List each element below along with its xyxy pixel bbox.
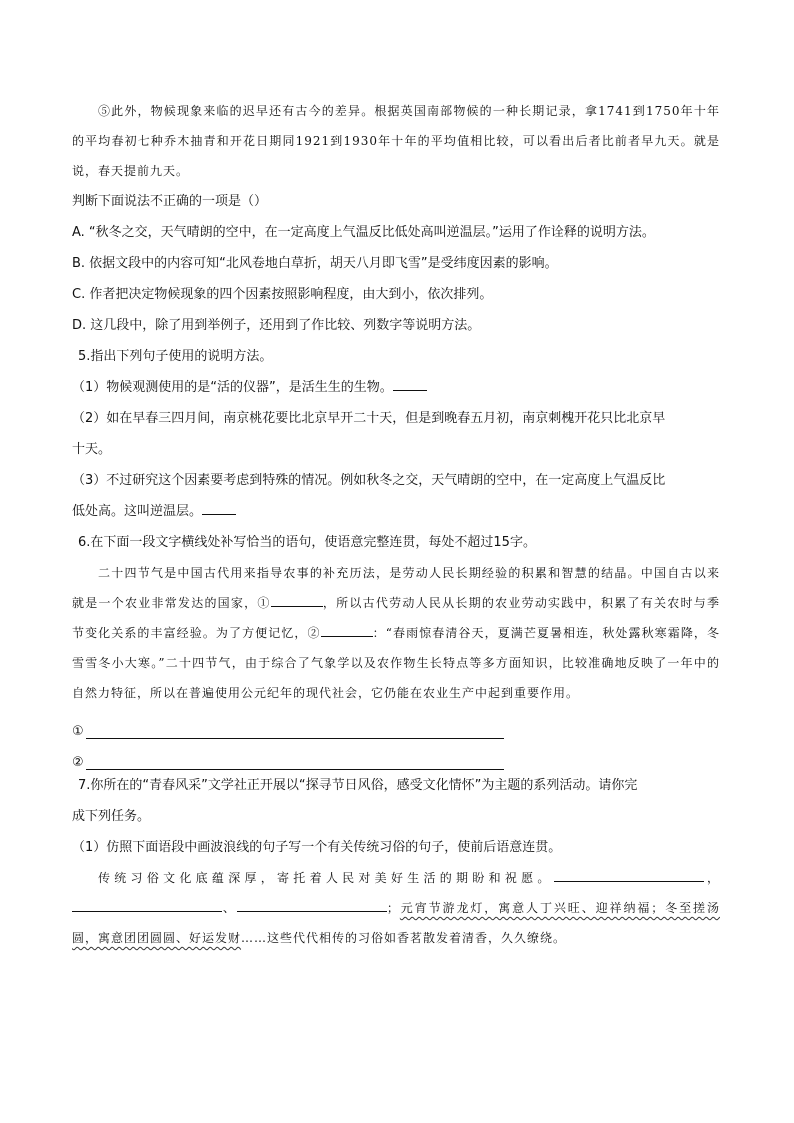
- document-page: [72, 96, 720, 953]
- q6-answer-1-underline[interactable]: [86, 718, 504, 739]
- q7-wavy-sentence: 元宵节游龙灯，寓意人丁兴旺、迎祥纳福；冬至搓汤圆，寓意团团圆圆、好运发财: [72, 901, 720, 945]
- q7-semicolon: ；: [386, 901, 400, 915]
- q4-stem: 判断下面说法不正确的一项是（）: [72, 194, 268, 209]
- q5-item-3-line-2: [72, 496, 720, 527]
- q6-blank-2[interactable]: [321, 622, 373, 637]
- q6-blank-1[interactable]: [271, 592, 323, 607]
- q7-blank-2[interactable]: [72, 897, 222, 912]
- q7-task-1: （1）仿照下面语段中画波浪线的句子写一个有关传统习俗的句子，使前后语意连贯。: [72, 840, 562, 855]
- q7-passage-part-a: 传统习俗文化底蕴深厚，寄托着人民对美好生活的期盼和祝愿。: [98, 871, 554, 885]
- q6-answer-2-underline[interactable]: [86, 749, 504, 770]
- q6-answer-1-label: ①: [72, 724, 84, 739]
- q4-option-b: B. 依据文段中的内容可知“北风卷地白草折，胡天八月即飞雪”是受纬度因素的影响。: [72, 256, 558, 271]
- q5-item-2-line-1: （2）如在早春三四月间，南京桃花要比北京早开二十天，但是到晚春五月初，南京刺槐开花只比北京早: [72, 411, 666, 426]
- q6-answer-line-1[interactable]: [72, 708, 720, 739]
- q7-stem-line-2: 成下列任务。: [72, 809, 151, 824]
- q5-stem: 5.指出下列句子使用的说明方法。: [78, 349, 273, 364]
- q5-item-3-line-1: （3）不过研究这个因素要考虑到特殊的情况。例如秋冬之交，天气晴朗的空中，在一定高度上气温反比: [72, 473, 666, 488]
- q7-passage-end: ……这些代代相传的习俗如香茗散发着清香，久久缭绕。: [241, 931, 567, 945]
- q7-blank-1[interactable]: [554, 867, 704, 882]
- q6-answer-2-label: ②: [72, 755, 84, 770]
- q6-passage: [72, 558, 720, 708]
- q4-option-d: D. 这几段中，除了用到举例子，还用到了作比较、列数字等说明方法。: [72, 318, 481, 333]
- q7-comma: ，: [703, 871, 720, 885]
- q7-blank-3[interactable]: [237, 897, 387, 912]
- q6-answer-line-2[interactable]: [72, 739, 720, 770]
- q6-passage-part-a: 二十四节气是中国古代用来指导农事的补充历法，是劳动人民长期经验的积累和智慧的结晶。中国自古以来就是一个农业非常发达的国家，①: [72, 566, 720, 610]
- q7-dun: 、: [222, 901, 237, 915]
- q5-item-2-line-2: 十天。: [72, 442, 112, 457]
- q6-passage-part-b: ，所以古代劳动人民从长期的农业劳动实践中，积累了有关农时与季节变化关系的丰富经验。为了方便记忆，②: [72, 596, 720, 640]
- q7-stem-line-1: 7.你所在的“青春风采”文学社正开展以“探寻节日风俗，感受文化情怀”为主题的系列活动。请你完: [78, 778, 638, 793]
- passage-paragraph-5: ⑤此外，物候现象来临的迟早还有古今的差异。根据英国南部物候的一种长期记录，拿1741到1750年十年的平均春初七种乔木抽青和开花日期同1921到1930年十年的平均值相比较，可以看出后者比前者早九天。就是说，春天提前九天。: [72, 104, 720, 178]
- q4-option-a: A. “秋冬之交，天气晴朗的空中，在一定高度上气温反比低处高叫逆温层。”运用了作诠释的说明方法。: [72, 225, 655, 240]
- q6-stem: 6.在下面一段文字横线处补写恰当的语句，使语意完整连贯，每处不超过15字。: [78, 535, 536, 550]
- q6-passage-part-c: ：“春雨惊春清谷天，夏满芒夏暑相连，秋处露秋寒霜降，冬雪雪冬小大寒。”二十四节气，由于综合了气象学以及农作物生长特点等多方面知识，比较准确地反映了一年中的自然力特征，所以在普遍使用公元纪年的现代社会，它仍能在农业生产中起到重要作用。: [72, 626, 720, 700]
- q5-item-3-answer-blank[interactable]: [202, 500, 236, 515]
- q4-option-c: C. 作者把决定物候现象的四个因素按照影响程度，由大到小，依次排列。: [72, 287, 493, 302]
- q5-item-1-answer-blank[interactable]: [393, 376, 427, 391]
- q7-passage: [72, 863, 720, 953]
- q5-item-1-text: （1）物候观测使用的是“活的仪器”，是活生生的生物。: [72, 380, 393, 395]
- q5-item-1: [72, 372, 720, 403]
- q5-item-3-text: 低处高。这叫逆温层。: [72, 504, 203, 519]
